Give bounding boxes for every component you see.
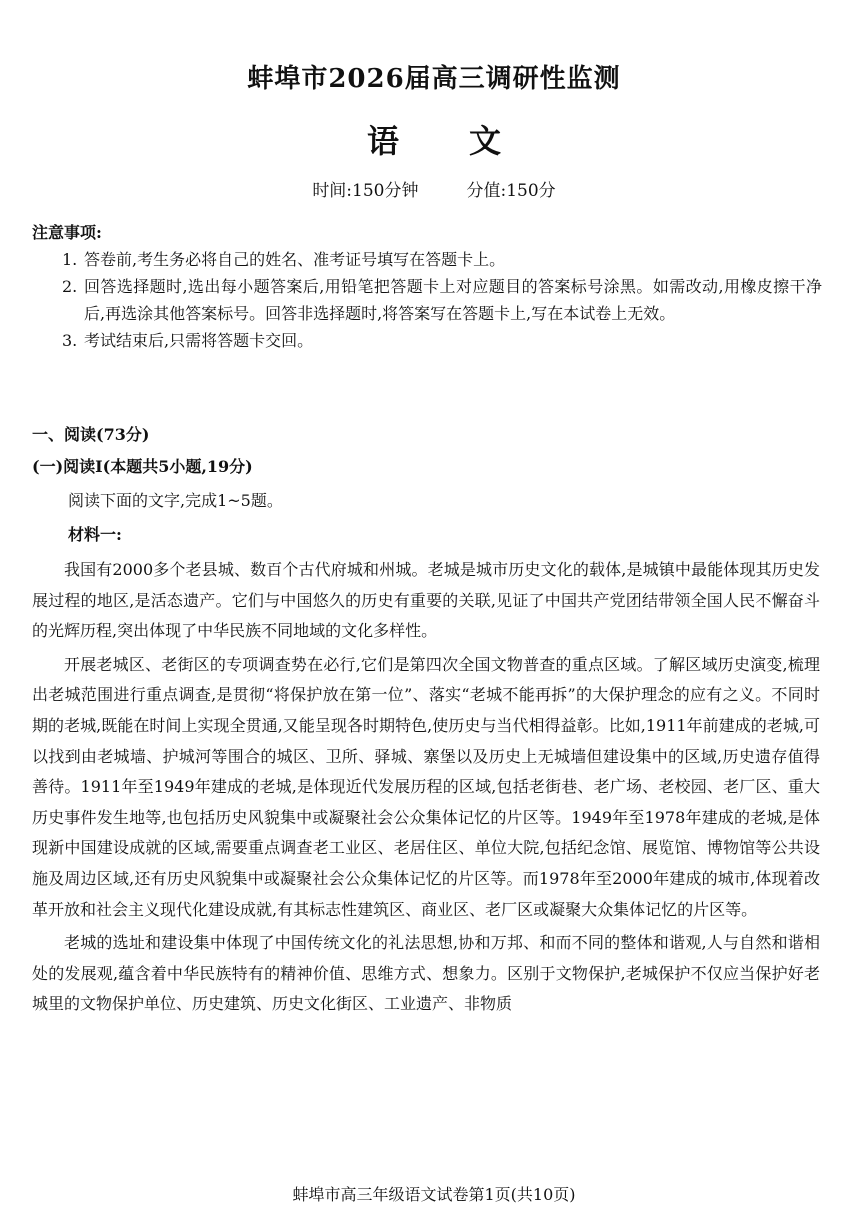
notes-item-text: 回答选择题时,选出每小题答案后,用铅笔把答题卡上对应题目的答案标号涂黑。如需改动,用橡皮擦干净后,再选涂其他答案标号。回答非选择题时,将答案写在答题卡上,写在本试卷上无效。 <box>84 277 822 323</box>
passage-paragraph: 开展老城区、老街区的专项调查势在必行,它们是第四次全国文物普查的重点区域。了解区域历史演变,梳理出老城范围进行重点调查,是贯彻“将保护放在第一位”、落实“老城不能再拆”的大保护理念的应有之义。不同时期的老城,既能在时间上实现全贯通,又能呈现各时期特色,使历史与当代相得益彰。比如,1911年前建成的老城,可以找到由老城墙、护城河等围合的城区、卫所、驿城、寨堡以及历史上无城墙但建设集中的区域,历史遗存值得善待。1911年至1949年建成的老城,是体现近代发展历程的区域,包括老街巷、老广场、老校园、老厂区、重大历史事件发生地等,也包括历史风貌集中或凝聚社会公众集体记忆的片区等。1949年至1978年建成的老城,是体现新中国建设成就的区域,需要重点调查老工业区、老居住区、单位大院,包括纪念馆、展览馆、博物馆等公共设施及周边区域,还有历史风貌集中或凝聚社会公众集体记忆的片区等。而1978年至2000年建成的城市,体现着改革开放和社会主义现代化建设成就,有其标志性建筑区、商业区、老厂区或凝聚大众集体记忆的片区等。 <box>32 654 820 919</box>
passage-body <box>32 555 820 1023</box>
passage-paragraph: 我国有2000多个老县城、数百个古代府城和州城。老城是城市历史文化的载体,是城镇中最能体现其历史发展过程的地区,是活态遗产。它们与中国悠久的历史有重要的关联,见证了中国共产党团结带领全国人民不懈奋斗的光辉历程,突出体现了中华民族不同地域的文化多样性。 <box>32 560 820 641</box>
notes-item-text: 考试结束后,只需将答题卡交回。 <box>84 331 314 350</box>
time-label: 时间:150分钟 <box>312 181 419 201</box>
notes-item <box>62 246 822 273</box>
notes-item <box>62 273 822 327</box>
notes-list <box>62 246 822 354</box>
section-heading: 一、阅读(73分) <box>32 425 150 444</box>
exam-meta <box>0 176 868 201</box>
score-label: 分值:150分 <box>466 181 556 201</box>
notes-item-number: 1. <box>62 250 78 269</box>
notes-item <box>62 327 822 354</box>
notes-heading: 注意事项: <box>32 223 102 242</box>
notes-item-text: 答卷前,考生务必将自己的姓名、准考证号填写在答题卡上。 <box>84 250 506 269</box>
material-label: 材料一: <box>68 525 122 544</box>
subject-title: 语文 <box>366 122 571 160</box>
exam-title: 蚌埠市2026届高三调研性监测 <box>247 64 621 94</box>
section-subheading: (一)阅读Ⅰ(本题共5小题,19分) <box>32 457 253 476</box>
notes-item-number: 2. <box>62 277 78 296</box>
reading-instruction: 阅读下面的文字,完成1~5题。 <box>68 491 283 510</box>
page-footer: 蚌埠市高三年级语文试卷第1页(共10页) <box>292 1185 576 1204</box>
notes-item-number: 3. <box>62 331 78 350</box>
passage-paragraph: 老城的选址和建设集中体现了中国传统文化的礼法思想,协和万邦、和而不同的整体和谐观,人与自然和谐相处的发展观,蕴含着中华民族特有的精神价值、思维方式、想象力。区别于文物保护,老城保护不仅应当保护好老城里的文物保护单位、历史建筑、历史文化街区、工业遗产、非物质 <box>32 933 820 1014</box>
